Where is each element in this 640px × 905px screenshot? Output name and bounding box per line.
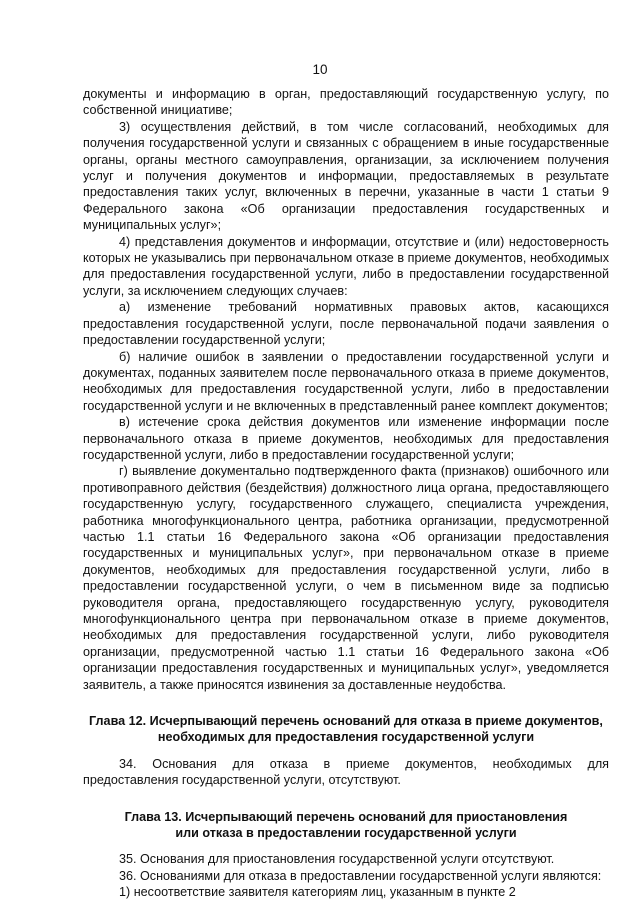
paragraph-item-3: 3) осуществления действий, в том числе согласований, необходимых для получения государственной услуги и связанных с обращением в иные государственные органы, органы местного самоуправления, организации, за исключением получения услуг и получения документов и информации, предоставляемых в результате предоставления таких услуг, включенных в перечни, указанные в части 1 статьи 9 Федерального закона «Об организации предоставления государственных и муниципальных услуг»; <box>83 119 609 233</box>
paragraph-subitem-b: б) наличие ошибок в заявлении о предоставлении государственной услуги и документах, поданных заявителем после первоначального отказа в приеме документов, необходимых для предоставления государственной услуги, либо в предоставлении государственной услуги и не включенных в представленный ранее комплект документов; <box>83 349 609 413</box>
page-number: 10 <box>312 62 328 77</box>
chapter-13-heading-line2: или отказа в предоставлении государственной услуги <box>175 826 517 841</box>
paragraph-subitem-a: а) изменение требований нормативных правовых актов, касающихся предоставления государственной услуги, после первоначальной подачи заявления о предоставлении государственной услуги; <box>83 300 609 348</box>
paragraph-subitem-v: в) истечение срока действия документов или изменение информации после первоначального отказа в приеме документов, необходимых для предоставления государственной услуги, либо в предоставлении государственной услуги; <box>83 415 609 462</box>
paragraph-continuation: документы и информацию в орган, предоставляющий государственную услугу, по собственной инициативе; <box>83 87 609 118</box>
chapter-13-heading <box>83 809 609 842</box>
paragraph-36-item-1: 1) несоответствие заявителя категориям лиц, указанным в пункте 2 <box>119 885 516 900</box>
paragraph-subitem-g: г) выявление документально подтвержденного факта (признаков) ошибочного или противоправного действия (бездействия) должностного лица органа, предоставляющего государственную услугу, государственного служащего, специалиста учреждения, работника многофункционального центра, работника организации, предусмотренной частью 1.1 статьи 16 Федерального закона «Об организации предоставления государственных и муниципальных услуг», при первоначальном отказе в приеме документов, необходимых для предоставления государственной услуги, либо в предоставлении государственной услуги, о чем в письменном виде за подписью руководителя органа, предоставляющего государственную услугу, руководителя многофункционального центра при первоначальном отказе в приеме документов, необходимых для предоставления государственной услуги, либо руководителя организации, предусмотренной частью 1.1 статьи 16 Федерального закона «Об организации предоставления государственных и муниципальных услуг», уведомляется заявитель, а также приносятся извинения за доставленные неудобства. <box>83 464 609 692</box>
chapter-12-heading-line2: необходимых для предоставления государственной услуги <box>157 730 535 745</box>
chapter-12-heading-line1: Глава 12. Исчерпывающий перечень оснований для отказа в приеме документов, <box>89 714 603 729</box>
chapter-12-heading <box>83 713 609 746</box>
paragraph-35: 35. Основания для приостановления государственной услуги отсутствуют. <box>119 852 555 867</box>
paragraph-36: 36. Основаниями для отказа в предоставлении государственной услуги являются: <box>119 868 602 883</box>
document-body <box>83 86 609 901</box>
paragraph-34: 34. Основания для отказа в приеме документов, необходимых для предоставления государственной услуги, отсутствуют. <box>83 756 609 788</box>
chapter-13-heading-line1: Глава 13. Исчерпывающий перечень оснований для приостановления <box>124 809 568 824</box>
paragraph-item-4: 4) представления документов и информации, отсутствие и (или) недостоверность которых не указывались при первоначальном отказе в приеме документов, необходимых для предоставления государственной услуги, либо в предоставлении государственной услуги, за исключением следующих случаев: <box>83 234 609 298</box>
